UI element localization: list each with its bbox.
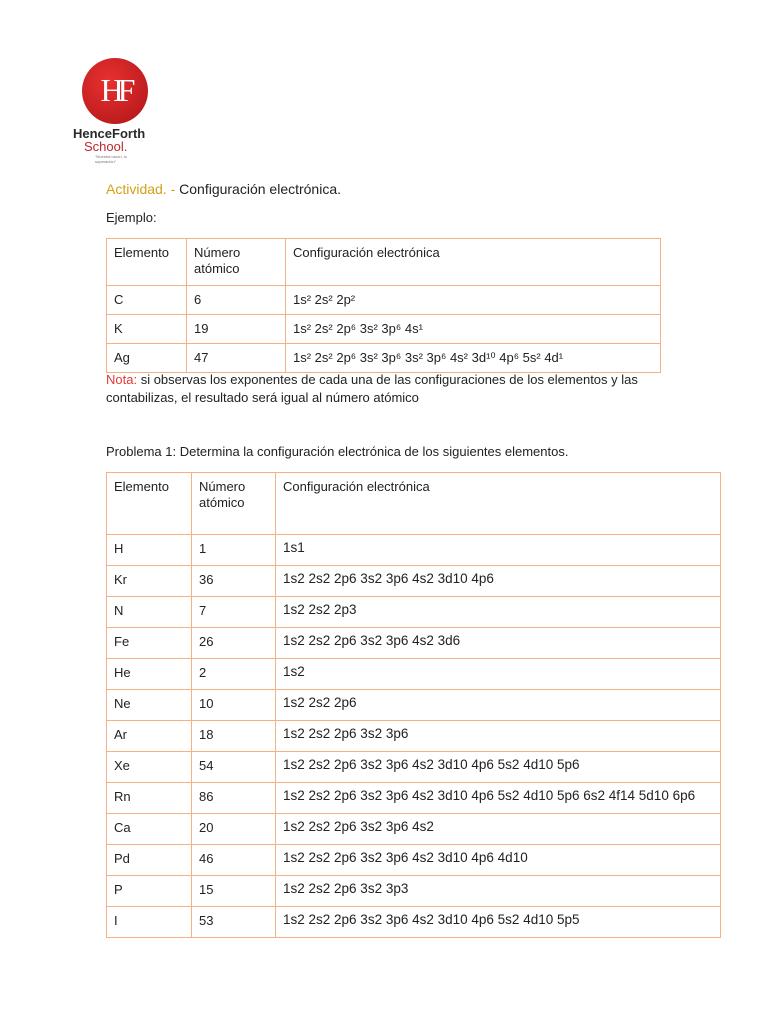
atomic-number-cell: 18 [192,721,276,752]
logo-monogram: HF [100,72,130,108]
element-cell: Ag [107,344,187,373]
table-row [107,344,661,373]
atomic-number-cell: 2 [192,659,276,690]
element-cell: P [107,876,192,907]
table-row [107,814,721,845]
element-cell: Ne [107,690,192,721]
atomic-number-cell: 6 [187,286,286,315]
header-cell: Configuración electrónica [276,473,721,535]
table-row [107,752,721,783]
table-row [107,876,721,907]
atomic-number-cell: 7 [192,597,276,628]
note-paragraph [106,371,666,407]
school-logo [70,56,170,166]
configuration-cell: 1s² 2s² 2p⁶ 3s² 3p⁶ 3s² 3p⁶ 4s² 3d¹⁰ 4p⁶ 5s² 4d¹ [286,344,661,373]
table-header-row [107,473,721,535]
configuration-cell: 1s2 2s2 2p6 3s2 3p6 [276,721,721,752]
configuration-cell: 1s2 2s2 2p3 [276,597,721,628]
table-row [107,628,721,659]
element-cell: K [107,315,187,344]
atomic-number-cell: 10 [192,690,276,721]
problem-title: Problema 1: Determina la configuración electrónica de los siguientes elementos. [106,444,569,459]
atomic-number-cell: 53 [192,907,276,938]
element-cell: N [107,597,192,628]
table-row [107,315,661,344]
atomic-number-cell: 1 [192,535,276,566]
atomic-number-cell: 86 [192,783,276,814]
logo-name: HenceForth [73,126,146,141]
element-cell: Pd [107,845,192,876]
logo-school: School. [84,139,128,154]
configuration-cell: 1s2 2s2 2p6 3s2 3p6 4s2 3d10 4p6 5s2 4d10 5p6 6s2 4f14 5d10 6p6 [276,783,721,814]
table-row [107,659,721,690]
atomic-number-cell: 36 [192,566,276,597]
configuration-cell: 1s1 [276,535,721,566]
element-cell: Xe [107,752,192,783]
element-cell: Ca [107,814,192,845]
atomic-number-cell: 19 [187,315,286,344]
header-cell: Configuración electrónica [286,239,661,286]
configuration-cell: 1s2 2s2 2p6 3s2 3p6 4s2 3d6 [276,628,721,659]
configuration-cell: 1s2 2s2 2p6 [276,690,721,721]
table-row [107,845,721,876]
atomic-number-cell: 54 [192,752,276,783]
configuration-cell: 1s2 2s2 2p6 3s2 3p6 4s2 3d10 4p6 5s2 4d10 5p5 [276,907,721,938]
table-row [107,286,661,315]
header-cell: Elemento [107,239,187,286]
table-row [107,597,721,628]
atomic-number-cell: 15 [192,876,276,907]
element-cell: C [107,286,187,315]
table-header-row [107,239,661,286]
header-cell: Número atómico [192,473,276,535]
configuration-cell: 1s² 2s² 2p⁶ 3s² 3p⁶ 4s¹ [286,315,661,344]
header-cell: Número atómico [187,239,286,286]
activity-heading [106,181,341,197]
atomic-number-cell: 46 [192,845,276,876]
example-table [106,238,661,373]
configuration-cell: 1s² 2s² 2p² [286,286,661,315]
note-label: Nota: [106,372,138,387]
table-row [107,566,721,597]
heading-accent: Actividad. - [106,181,180,197]
element-cell: Kr [107,566,192,597]
element-cell: Fe [107,628,192,659]
logo-tagline: "Nuestra razón, tu superación" [95,154,128,164]
note-text: si observas los exponentes de cada una de las configuraciones de los elementos y las contabilizas, el resultado será igual al número atómico [106,372,638,405]
configuration-cell: 1s2 2s2 2p6 3s2 3p6 4s2 3d10 4p6 [276,566,721,597]
configuration-cell: 1s2 2s2 2p6 3s2 3p6 4s2 3d10 4p6 5s2 4d10 5p6 [276,752,721,783]
atomic-number-cell: 26 [192,628,276,659]
table-row [107,690,721,721]
element-cell: Rn [107,783,192,814]
configuration-cell: 1s2 [276,659,721,690]
atomic-number-cell: 20 [192,814,276,845]
element-cell: Ar [107,721,192,752]
element-cell: He [107,659,192,690]
configuration-cell: 1s2 2s2 2p6 3s2 3p6 4s2 3d10 4p6 4d10 [276,845,721,876]
problem-table [106,472,721,938]
table-row [107,721,721,752]
element-cell: I [107,907,192,938]
table-row [107,907,721,938]
heading-title: Configuración electrónica. [179,181,342,197]
element-cell: H [107,535,192,566]
table-row [107,783,721,814]
configuration-cell: 1s2 2s2 2p6 3s2 3p3 [276,876,721,907]
header-cell: Elemento [107,473,192,535]
atomic-number-cell: 47 [187,344,286,373]
configuration-cell: 1s2 2s2 2p6 3s2 3p6 4s2 [276,814,721,845]
table-row [107,535,721,566]
logo-emblem [82,58,148,124]
example-label: Ejemplo: [106,210,157,225]
